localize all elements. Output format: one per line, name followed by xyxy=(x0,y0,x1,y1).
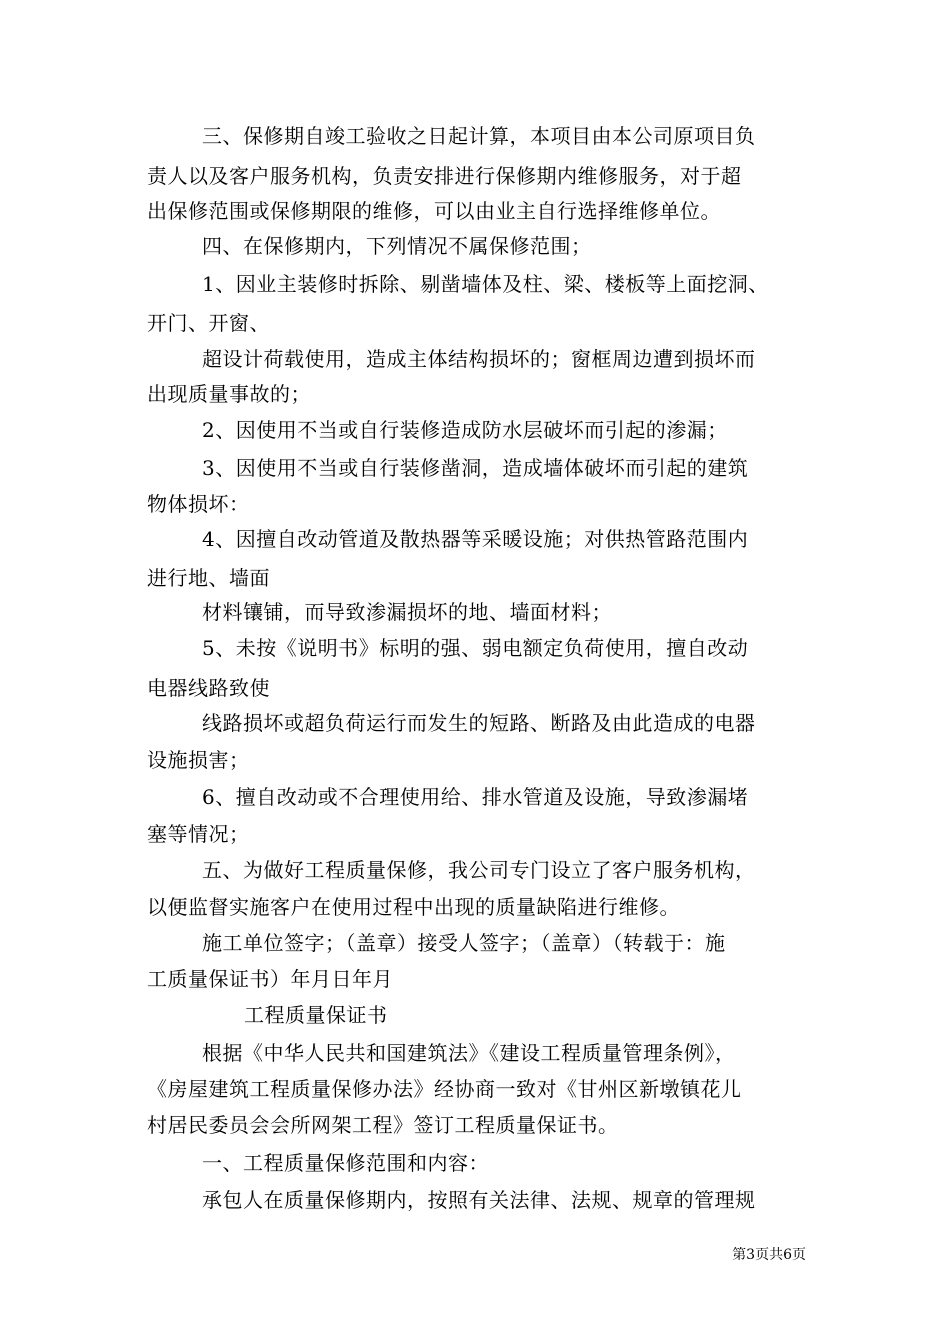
text-line: 《房屋建筑工程质量保修办法》经协商一致对《甘州区新墩镇花儿 xyxy=(147,1077,742,1101)
text-line: 超设计荷载使用，造成主体结构损坏的；窗框周边遭到损坏而 xyxy=(202,347,756,371)
text-line: 6、擅自改动或不合理使用给、排水管道及设施，导致渗漏堵 xyxy=(202,785,749,809)
text-line: 出保修范围或保修期限的维修，可以由业主自行选择维修单位。 xyxy=(147,199,721,223)
text-line: 以便监督实施客户在使用过程中出现的质量缺陷进行维修。 xyxy=(147,895,680,919)
text-line: 塞等情况； xyxy=(147,822,250,846)
text-line: 设施损害； xyxy=(147,748,250,772)
text-line: 施工单位签字；（盖章）接受人签字；（盖章）（转载于：施 xyxy=(202,931,726,955)
text-line: 开门、开窗、 xyxy=(147,311,270,335)
text-line: 工质量保证书）年月日年月 xyxy=(147,967,393,991)
text-line: 1、因业主装修时拆除、剔凿墙体及柱、梁、楼板等上面挖洞、 xyxy=(202,272,769,296)
text-line: 村居民委员会会所网架工程》签订工程质量保证书。 xyxy=(147,1113,619,1137)
text-line: 进行地、墙面 xyxy=(147,566,270,590)
text-line: 物体损坏： xyxy=(147,492,250,516)
text-line: 出现质量事故的； xyxy=(147,382,311,406)
text-line: 四、在保修期内，下列情况不属保修范围； xyxy=(202,234,592,258)
text-line: 一、工程质量保修范围和内容： xyxy=(202,1151,489,1175)
text-line: 承包人在质量保修期内，按照有关法律、法规、规章的管理规 xyxy=(202,1188,756,1212)
text-line: 线路损坏或超负荷运行而发生的短路、断路及由此造成的电器 xyxy=(202,711,756,735)
text-line: 材料镶铺，而导致渗漏损坏的地、墙面材料； xyxy=(202,600,612,624)
text-line: 五、为做好工程质量保修，我公司专门设立了客户服务机构， xyxy=(202,858,756,882)
text-line: 电器线路致使 xyxy=(147,676,270,700)
text-line: 4、因擅自改动管道及散热器等采暖设施；对供热管路范围内 xyxy=(202,527,749,551)
text-line: 3、因使用不当或自行装修凿洞，造成墙体破坏而引起的建筑 xyxy=(202,456,749,480)
text-line: 5、未按《说明书》标明的强、弱电额定负荷使用，擅自改动 xyxy=(202,636,749,660)
text-line: 根据《中华人民共和国建筑法》《建设工程质量管理条例》， xyxy=(202,1041,736,1065)
text-line: 2、因使用不当或自行装修造成防水层破坏而引起的渗漏； xyxy=(202,418,728,442)
section-heading: 工程质量保证书 xyxy=(244,1003,388,1027)
text-line: 三、保修期自竣工验收之日起计算，本项目由本公司原项目负 xyxy=(202,124,756,148)
page-number: 第3页共6页 xyxy=(732,1247,806,1263)
text-line: 责人以及客户服务机构，负责安排进行保修期内维修服务，对于超 xyxy=(147,164,742,188)
